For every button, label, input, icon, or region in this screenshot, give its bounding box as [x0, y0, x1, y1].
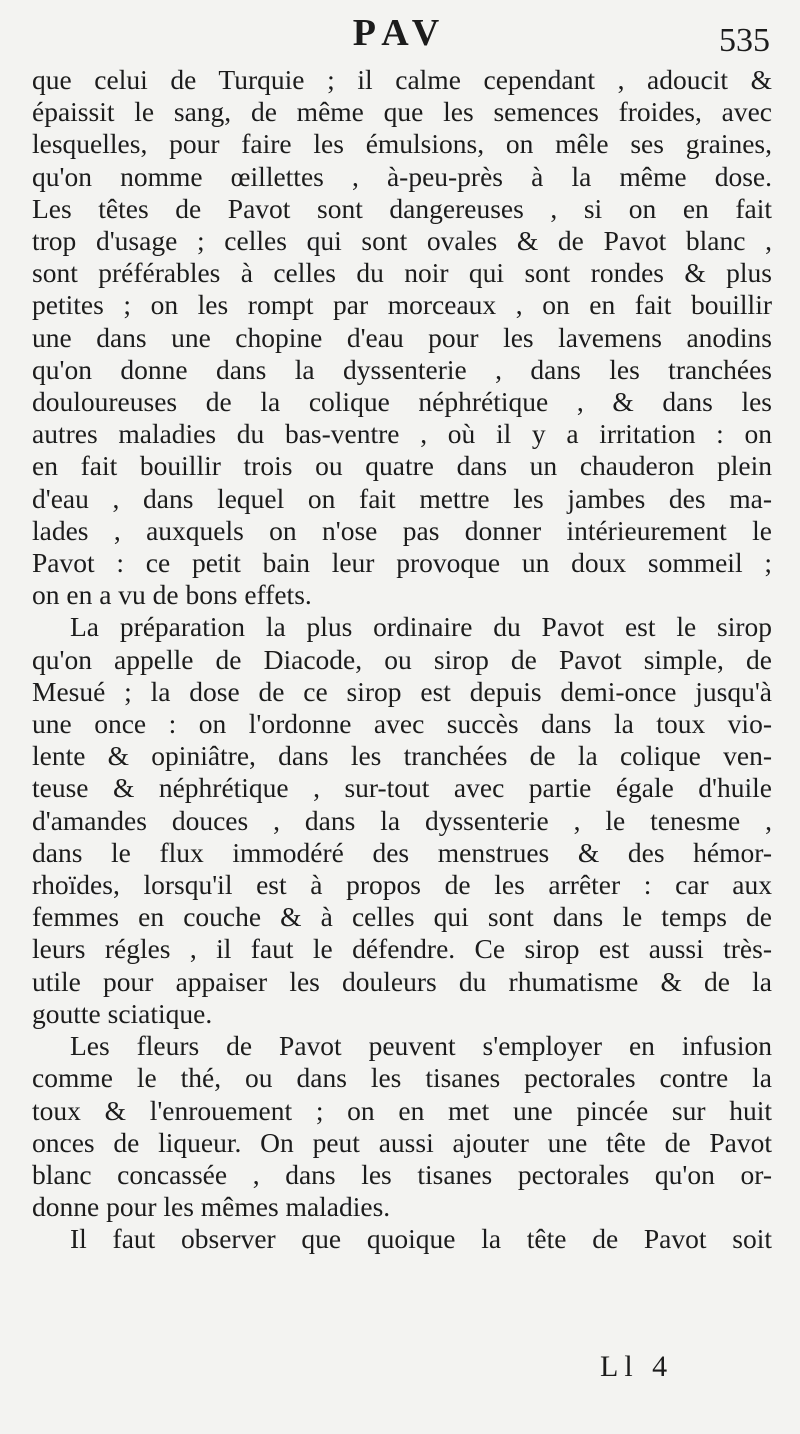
text-line: donne pour les mêmes maladies. [32, 1191, 391, 1223]
text-line: petites ; on les rompt par morceaux , on en fait bouillir [32, 289, 772, 321]
printer-signature: Ll 4 [600, 1350, 674, 1383]
text-line: blanc concassée , dans les tisanes pectorales qu'on or- [32, 1158, 772, 1190]
text-line: d'amandes douces , dans la dyssenterie , le tenesme , [32, 804, 772, 836]
text-line: femmes en couche & à celles qui sont dans le temps de [32, 901, 772, 933]
running-head: PAV [352, 12, 448, 54]
text-line: lades , auxquels on n'ose pas donner intérieurement le [32, 514, 772, 546]
text-line: qu'on donne dans la dyssenterie , dans les tranchées [32, 353, 772, 385]
text-line: utile pour appaiser les douleurs du rhumatisme & de la [32, 965, 772, 997]
text-line: épaissit le sang, de même que les semences froides, avec [32, 96, 772, 128]
text-line: on en a vu de bons effets. [32, 579, 312, 611]
text-line: une dans une chopine d'eau pour les lavemens anodins [32, 321, 772, 353]
body-text [32, 64, 772, 1256]
text-line: rhoïdes, lorsqu'il est à propos de les arrêter : car aux [32, 869, 772, 901]
page-number: 535 [719, 22, 770, 59]
text-line: sont préférables à celles du noir qui sont rondes & plus [32, 257, 772, 289]
text-line: douloureuses de la colique néphrétique , & dans les [32, 386, 772, 418]
text-line: que celui de Turquie ; il calme cependant , adoucit & [32, 64, 772, 95]
text-line: goutte sciatique. [32, 997, 213, 1029]
text-line: onces de liqueur. On peut aussi ajouter une tête de Pavot [32, 1126, 772, 1158]
text-line: autres maladies du bas-ventre , où il y a irritation : on [32, 418, 772, 450]
text-line: toux & l'enrouement ; on en met une pincée sur huit [32, 1094, 772, 1126]
text-line: teuse & néphrétique , sur-tout avec partie égale d'huile [32, 772, 772, 804]
text-line: une once : on l'ordonne avec succès dans la toux vio- [32, 708, 772, 740]
text-line: Les têtes de Pavot sont dangereuses , si on en fait [32, 192, 772, 224]
text-line: trop d'usage ; celles qui sont ovales & de Pavot blanc , [32, 225, 772, 257]
text-line: Mesué ; la dose de ce sirop est depuis demi-once jusqu'à [32, 675, 772, 707]
text-line: comme le thé, ou dans les tisanes pectorales contre la [32, 1062, 772, 1094]
text-line: Il faut observer que quoique la tête de Pavot soit [70, 1223, 772, 1255]
text-line: La préparation la plus ordinaire du Pavot est le sirop [70, 611, 772, 643]
text-line: en fait bouillir trois ou quatre dans un chauderon plein [32, 450, 772, 482]
text-line: leurs régles , il faut le défendre. Ce sirop est aussi très- [32, 933, 772, 965]
text-line: Pavot : ce petit bain leur provoque un doux sommeil ; [32, 547, 772, 579]
text-line: d'eau , dans lequel on fait mettre les jambes des ma- [32, 482, 772, 514]
text-line: lesquelles, pour faire les émulsions, on mêle ses graines, [32, 128, 772, 160]
text-line: Les fleurs de Pavot peuvent s'employer en infusion [70, 1030, 772, 1062]
text-line: qu'on nomme œillettes , à-peu-près à la même dose. [32, 160, 772, 192]
text-line: dans le flux immodéré des menstrues & des hémor- [32, 836, 772, 868]
text-line: lente & opiniâtre, dans les tranchées de la colique ven- [32, 740, 772, 772]
text-line: qu'on appelle de Diacode, ou sirop de Pavot simple, de [32, 643, 772, 675]
